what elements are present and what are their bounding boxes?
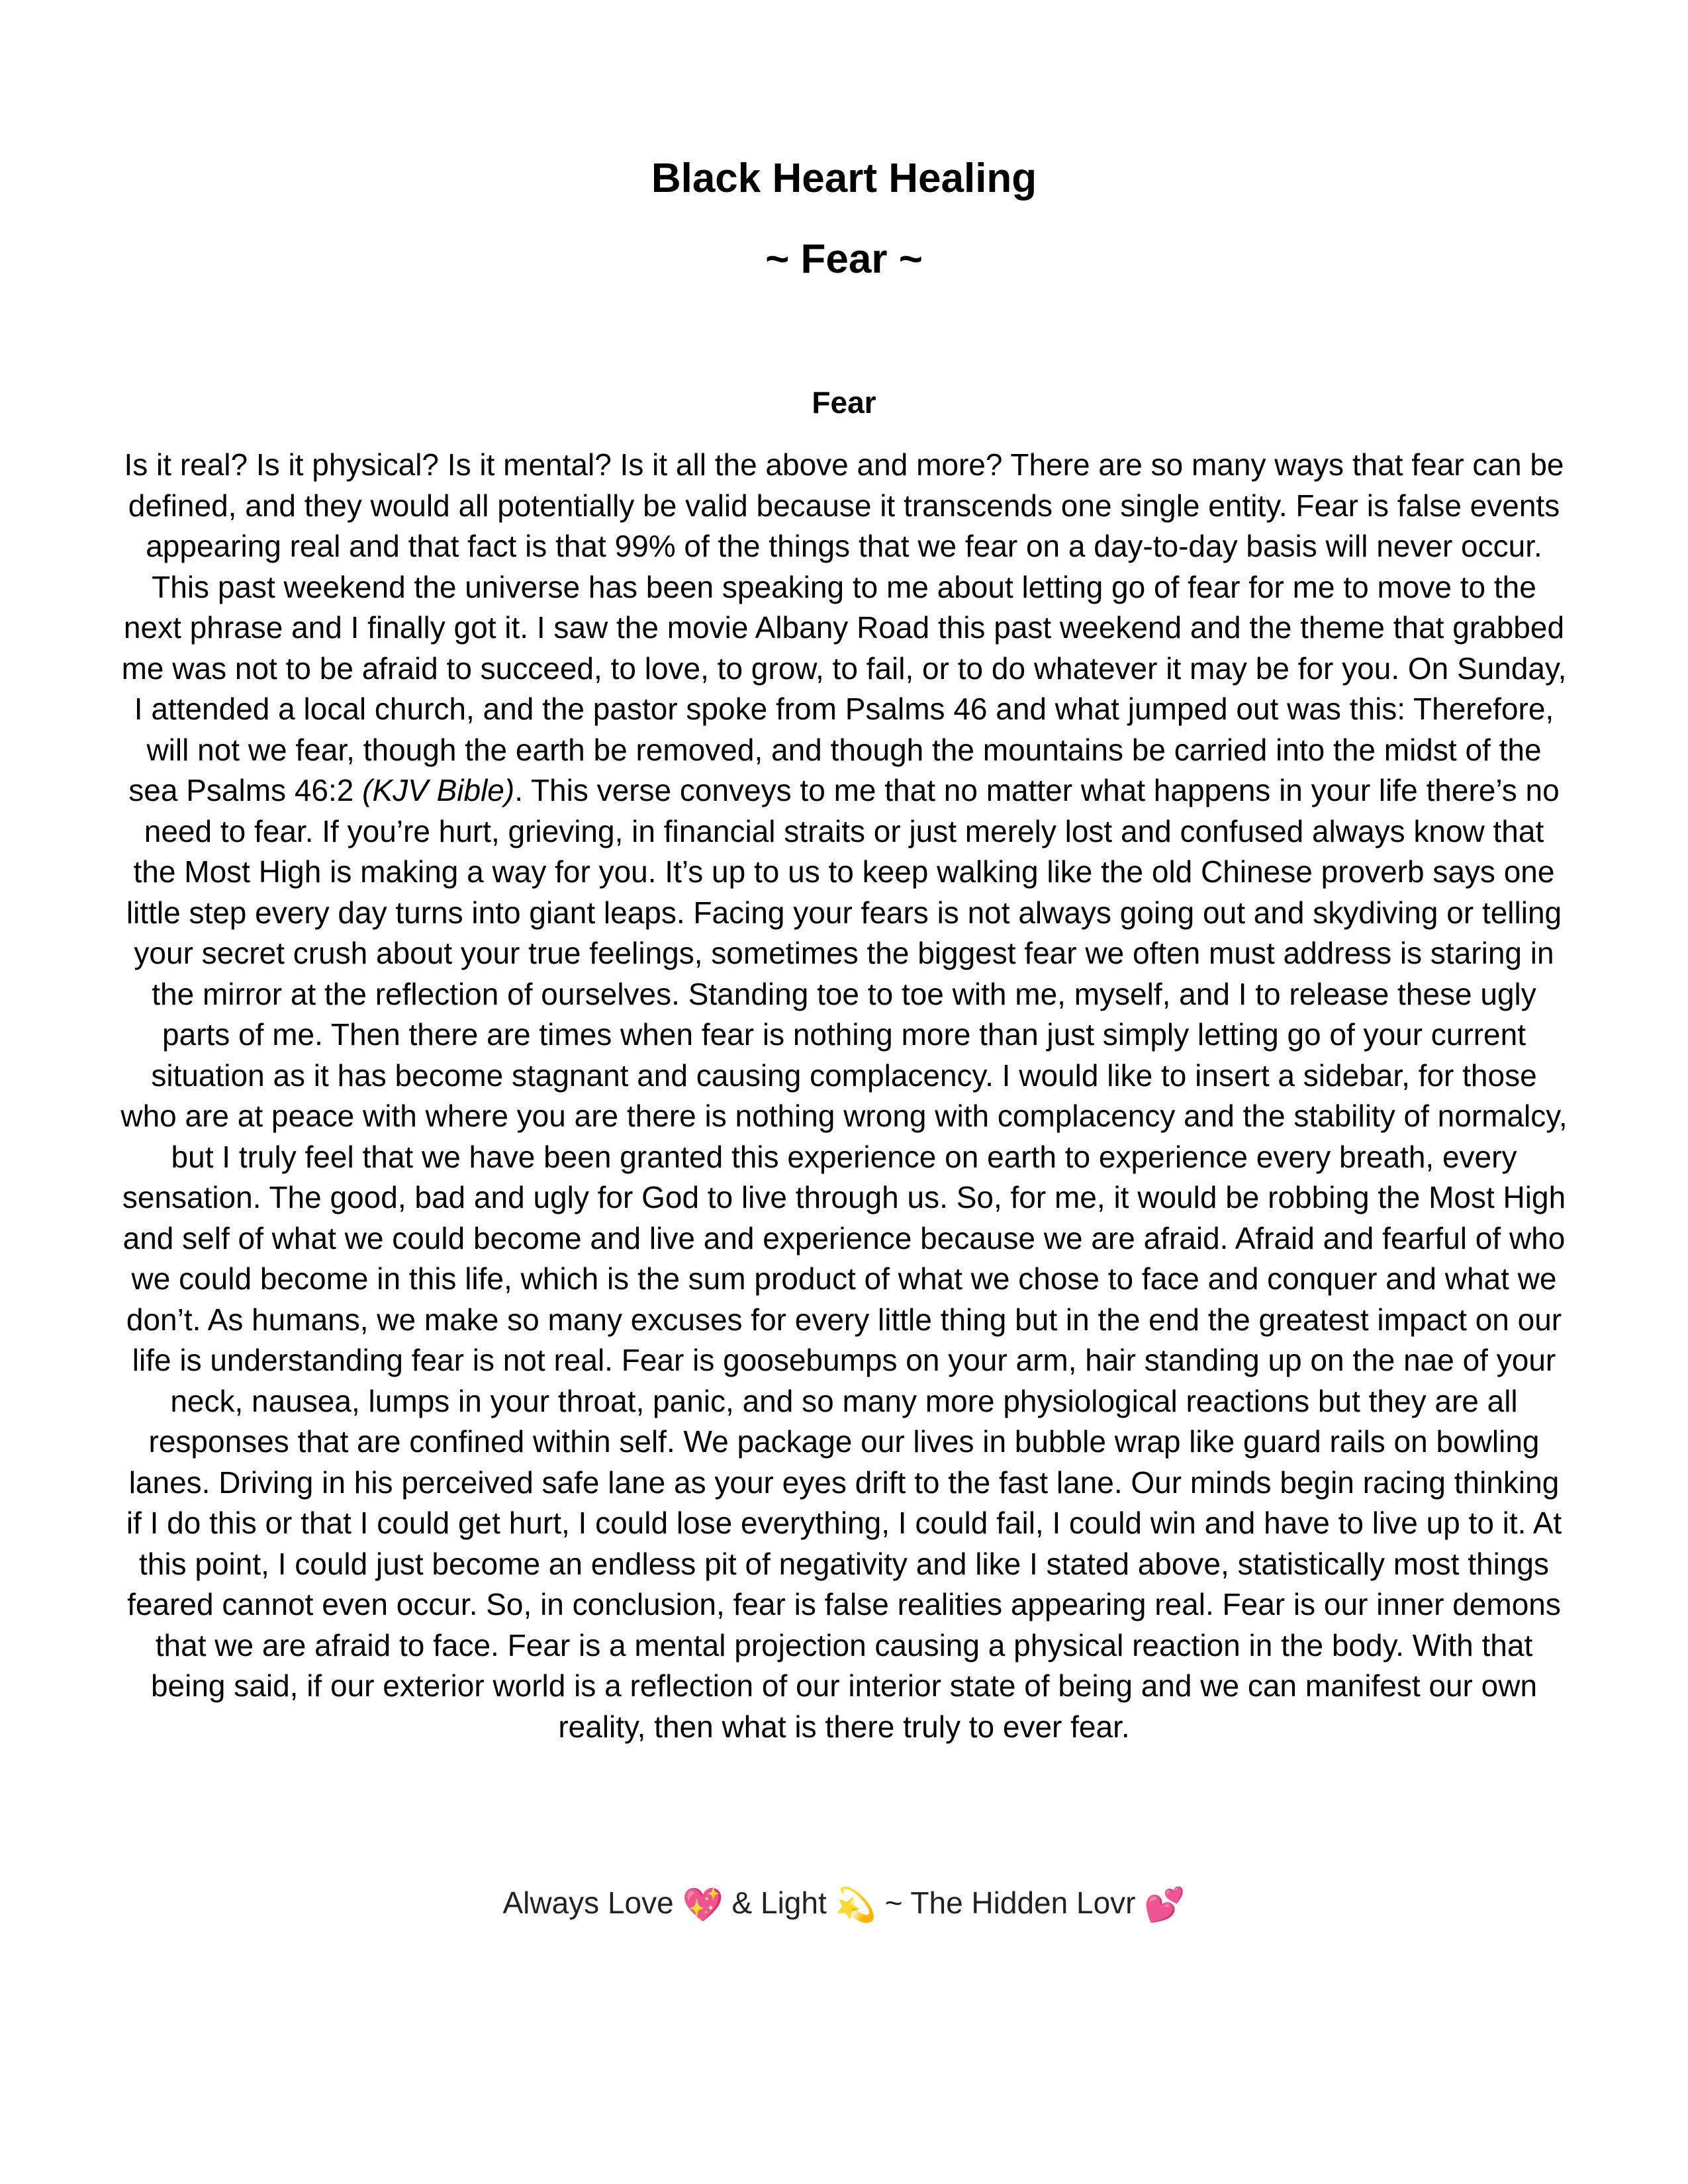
citation-text: (KJV Bible) [362,773,515,807]
document-subtitle: ~ Fear ~ [765,236,923,282]
sparkling-heart-icon: 💖 [682,1886,724,1923]
two-hearts-icon: 💕 [1144,1886,1186,1923]
signoff-line [0,1883,1688,1923]
signoff-text-light: & Light [723,1886,835,1920]
document-title: Black Heart Healing [651,156,1037,201]
body-paragraph [119,445,1569,1747]
signoff-text-author: ~ The Hidden Lovr [876,1886,1145,1920]
body-text-after-citation: . This verse conveys to me that no matter what happens in your life there’s no need to fear. If you’re hurt, grieving, in financial straits or just merely lost and confused always know that the Most High is making a way for you. It’s up to us to keep walking like the old Chinese proverb says one little step every day turns into giant leaps. Facing your fears is not always going out and skydiving or telling your secret crush about your true feelings, sometimes the biggest fear we often must address is staring in the mirror at the reflection of ourselves. Standing toe to toe with me, myself, and I to release these ugly parts of me. Then there are times when fear is nothing more than just simply letting go of your current situation as it has become stagnant and causing complacency. I would like to insert a sidebar, for those who are at peace with where you are there is nothing wrong with complacency and the stability of normalcy, but I truly feel that we have been granted this experience on earth to experience every breath, every sensation. The good, bad and ugly for God to live through us. So, for me, it would be robbing the Most High and self of what we could become and live and experience because we are afraid. Afraid and fearful of who we could become in this life, which is the sum product of what we chose to face and conquer and what we don’t. As humans, we make so many excuses for every little thing but in the end the greatest impact on our life is understanding fear is not real. Fear is goosebumps on your arm, hair standing up on the nae of your neck, nausea, lumps in your throat, panic, and so many more physiological reactions but they are all responses that are confined within self. We package our lives in bubble wrap like guard rails on bowling lanes. Driving in his perceived safe lane as your eyes drift to the fast lane. Our minds begin racing thinking if I do this or that I could get hurt, I could lose everything, I could fail, I could win and have to live up to it. At this point, I could just become an endless pit of negativity and like I stated above, statistically most things feared cannot even occur. So, in conclusion, fear is false realities appearing real. Fear is our inner demons that we are afraid to face. Fear is a mental projection causing a physical reaction in the body. With that being said, if our exterior world is a reflection of our interior state of being and we can manifest our own reality, then what is there truly to ever fear. [120,773,1568,1744]
body-text-before-citation: Is it real? Is it physical? Is it mental? Is it all the above and more? There are so many ways that fear can be defined, and they would all potentially be valid because it transcends one single entity. Fear is false events appearing real and that fact is that 99% of the things that we fear on a day-to-day basis will never occur. This past weekend the universe has been speaking to me about letting go of fear for me to move to the next phrase and I finally got it. I saw the movie Albany Road this past weekend and the theme that grabbed me was not to be afraid to succeed, to love, to grow, to fail, or to do whatever it may be for you. On Sunday, I attended a local church, and the pastor spoke from Psalms 46 and what jumped out was this: Therefore, will not we fear, though the earth be removed, and though the mountains be carried into the midst of the sea Psalms 46:2 [121,447,1567,807]
signoff-text-love: Always Love [502,1886,682,1920]
section-heading: Fear [812,385,876,420]
dizzy-star-icon: 💫 [835,1886,876,1923]
